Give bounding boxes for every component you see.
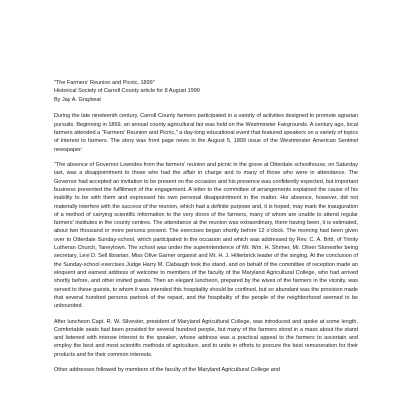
paragraph-luncheon: After luncheon Capt. R. W. Silvester, president of Maryland Agricultural College, was introduced and spoke at some length. Comfortable seats had been provided for several hundred people, but many of the farmers stood in a mass about the stand and listened with intense interest to the speaker, whose address was a practical appeal to the farmers to ascertain and employ the best and most scientific methods of agriculture, and to unite in efforts to procure the best remuneration for their products and for their common interests. [54,318,358,358]
article-byline: By Jay A. Graybeal [54,96,101,103]
article-body [54,79,358,373]
paragraph-other-addresses: Other addresses followed by members of the faculty of the Maryland Agricultural College and [54,367,280,374]
article-title: "The Farmers' Reunion and Picnic, 1899" [54,80,155,86]
paragraph-intro: During the late nineteenth century, Carroll County farmers participated in a variety of activities designed to promote agrarian pursuits. Beginning in 1869, an annual county agricultural fair was held on the Westminster Fairgrounds. A century ago, local farmers attended a "Farmers' Reunion and Picnic," a day-long educational event that featured speakers on a variety of topics of interest to farmers. The story was front page news in the August 5, 1899 issue of the Westminster American Sentinel newspaper: [54,113,358,153]
article-subtitle: Historical Society of Carroll County article for 8 August 1999 [54,88,200,95]
paragraph-quote: "The absence of Governor Lowndes from the farmers' reunion and picnic in the grove at Otterdale schoolhouse, on Saturday last, was a disappointment to those who had the affair in charge and to many of those who were in attendance. The Governor had accepted an invitation to be present on the occasion and his presence was confidently expected, but important business prevented the fulfillment of the engagement. A letter to the committee of arrangements explained the cause of his inability to be with them and expressed his own personal disappointment in the matter. His absence, however, did not materially interfere with the success of the reunion, which had a definite purpose and, it is hoped, may mark the inauguration of a method of carrying scientific information to the very doors of the farmers, many of whom are unable to attend regular farmers' institutes in the county centres. The attendance at the reunion was extraordinary, there having been, it is estimated, about two thousand or more persons present. The exercises began shortly before 12 o'clock. The morning had been given over to Otterdale Sunday-school, which participated in the occasion and which was addressed by Rev. C. A. Britt, of Trinity Lutheran Church, Taneytown. The school was under the superintendence of Mr. Wm. H. Shriner, Mr. Oliver Stonesifer being secretary, Levi D. Sell librarian, Miss Olive Garner organist and Mr. H. J. Hilterbrick leader of the singing. At the conclusion of the Sunday-school exercises Judge Harry M. Clabaugh took the stand, and on behalf of the committee of reception made an eloquent and earnest address of welcome to members of the faculty of the Maryland Agricultural College, who had arrived shortly before, and other invited guests. Then an elegant luncheon, prepared by the wives of the farmers in the vicinity, was served to these guests, to whom it was intended this hospitality should be confined, but so abundant was the provision made that several hundred persons partook of the repast, and the hospitality of the people of the neighborhood seemed to be unbounded. [54,162,358,310]
